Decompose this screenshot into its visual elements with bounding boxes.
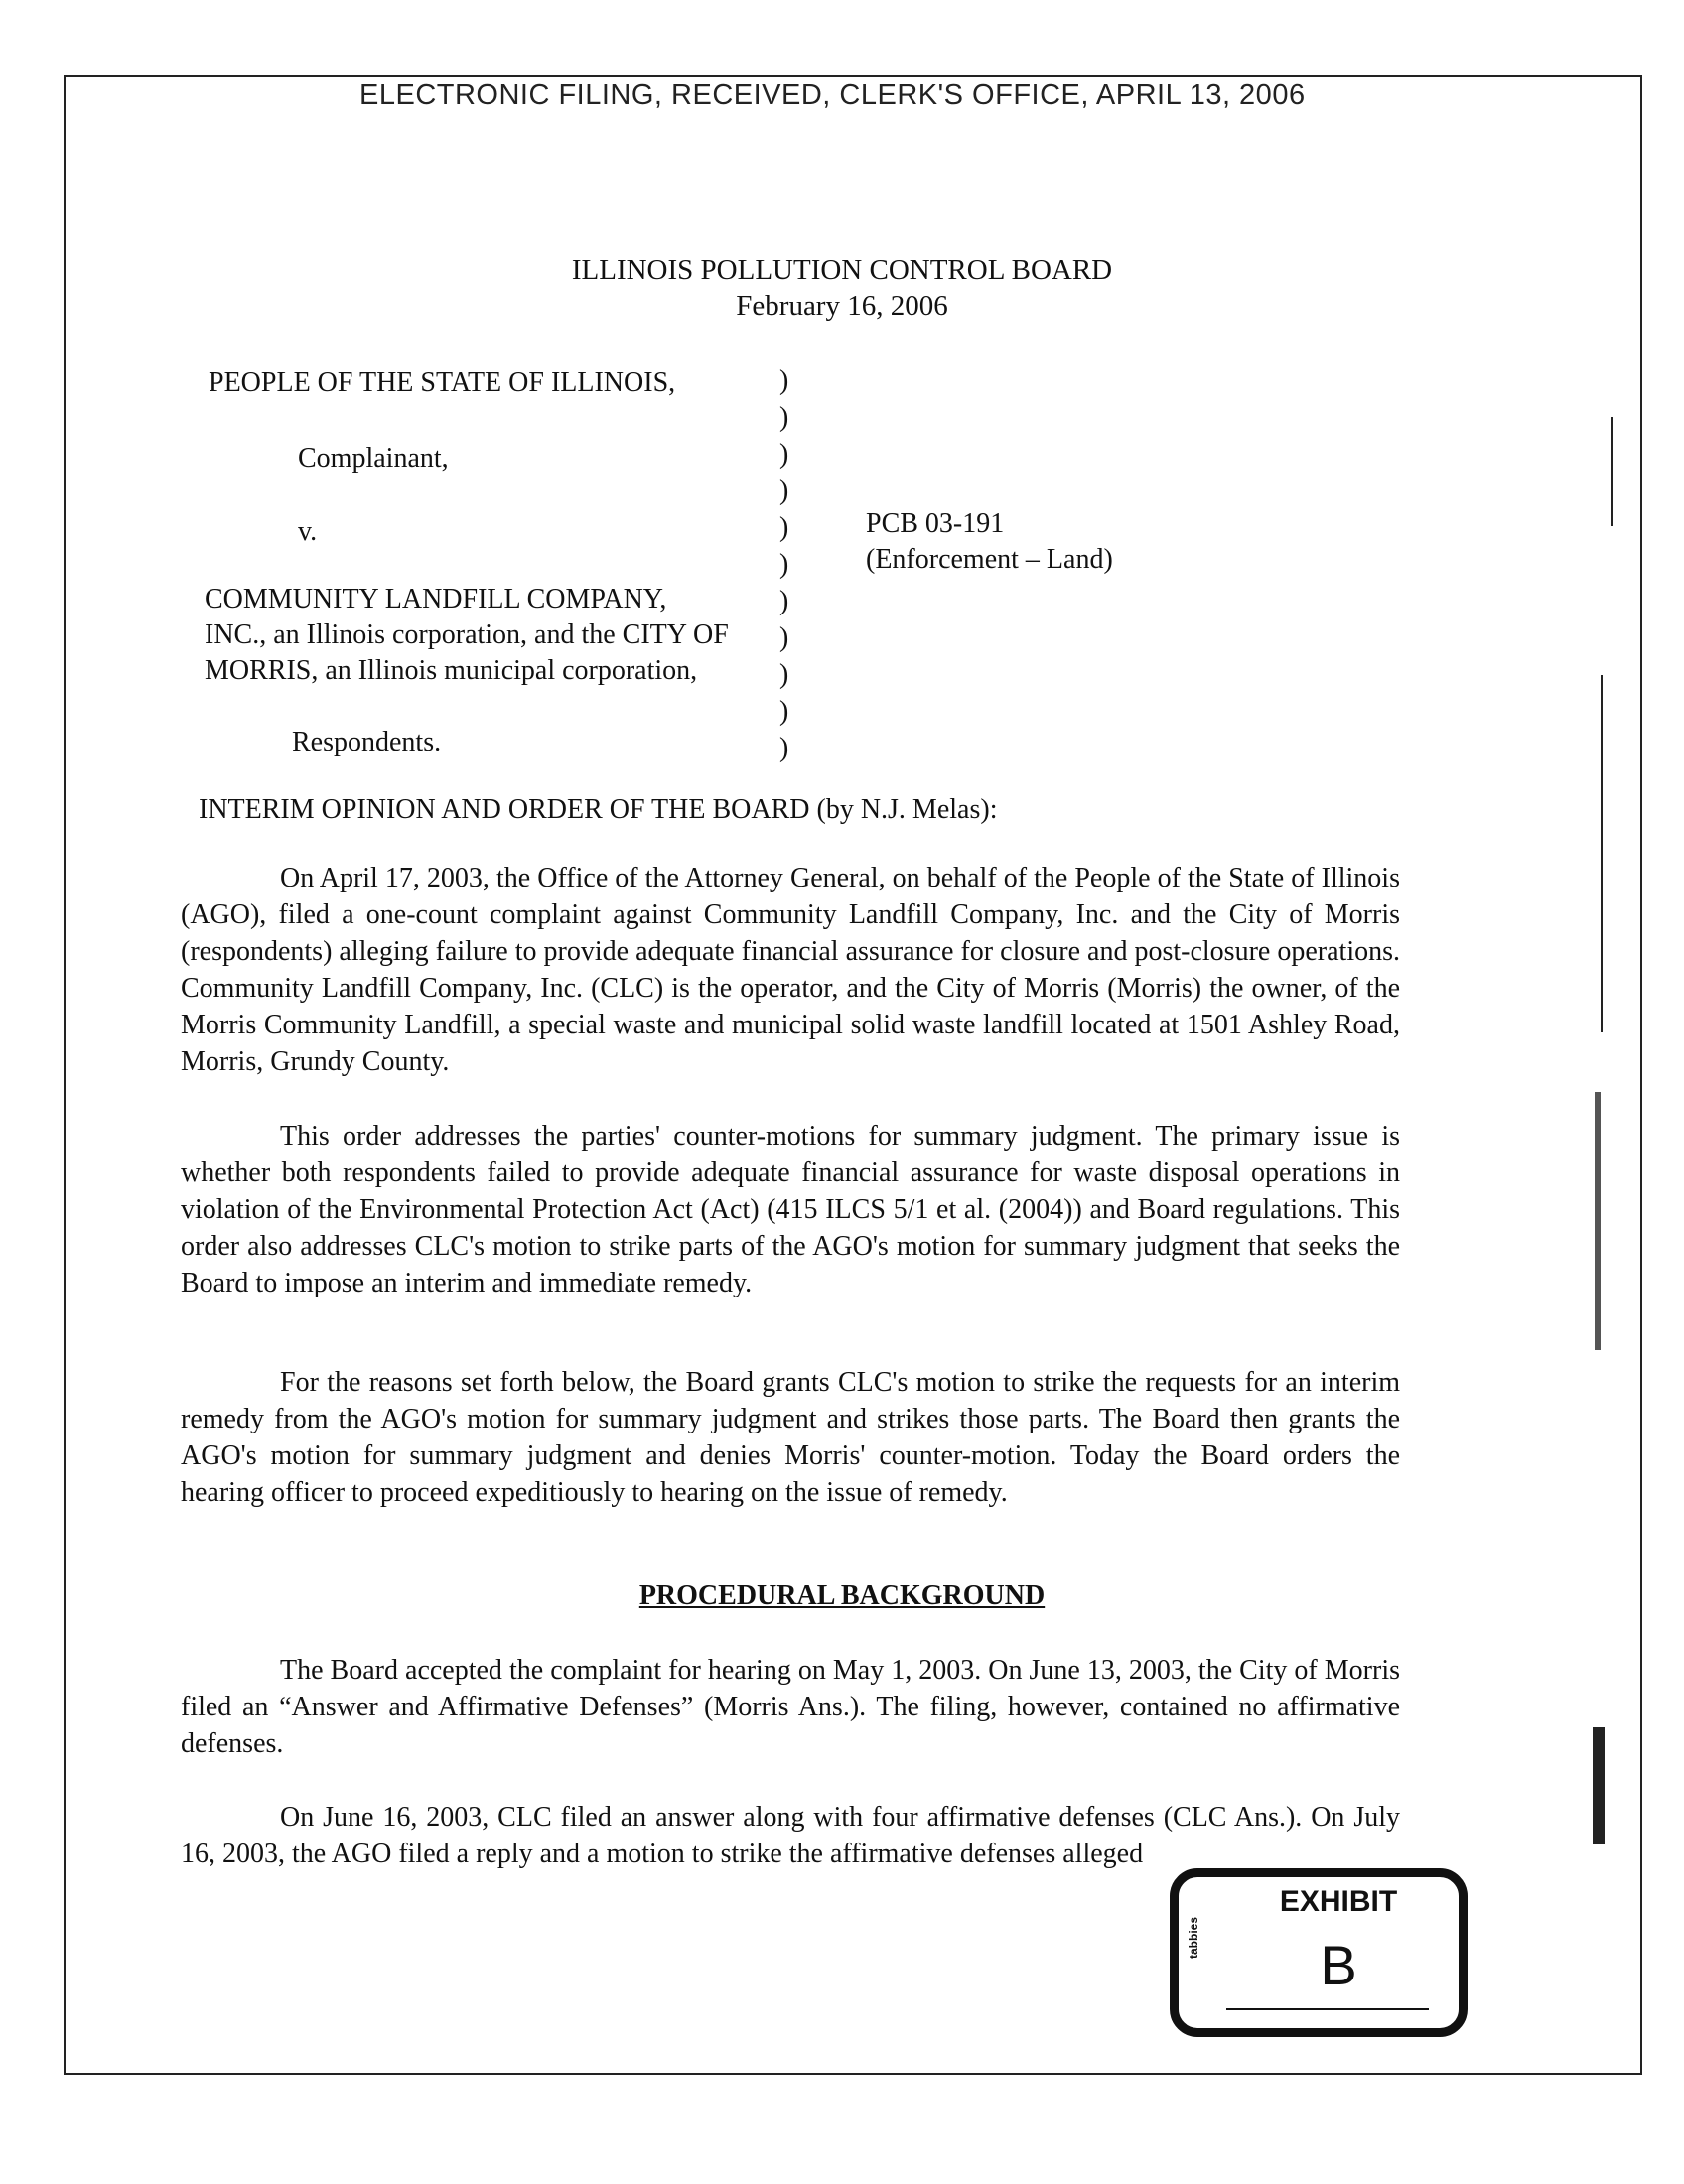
respondent-name-line1: COMMUNITY LANDFILL COMPANY,: [205, 584, 667, 614]
caption-paren: ): [779, 365, 789, 396]
exhibit-sticker: [1170, 1868, 1468, 2037]
exhibit-label: EXHIBIT: [1279, 1885, 1398, 1918]
filing-stamp: ELECTRONIC FILING, RECEIVED, CLERK'S OFFICE, APRIL 13, 2006: [359, 79, 1306, 111]
scan-artifact: [1601, 675, 1603, 1032]
paragraph: [181, 1364, 1400, 1511]
paragraph-text: On April 17, 2003, the Office of the Attorney General, on behalf of the People of the State of Illinois (AGO), filed a one-count complaint against Community Landfill Company, Inc. and the City of Morris (respondents) alleging failure to provide adequate financial assurance for closure and post-closure operations. Community Landfill Company, Inc. (CLC) is the operator, and the City of Morris (Morris) the owner, of the Morris Community Landfill, a special waste and municipal solid waste landfill located at 1501 Ashley Road, Morris, Grundy County.: [181, 863, 1400, 1077]
order-title: INTERIM OPINION AND ORDER OF THE BOARD (by N.J. Melas):: [199, 794, 998, 825]
paragraph: [181, 1799, 1400, 1872]
respondent-role: Respondents.: [292, 727, 442, 757]
paragraph-text: The Board accepted the complaint for hearing on May 1, 2003. On June 13, 2003, the City of Morris filed an “Answer and Affirmative Defenses” (Morris Ans.). The filing, however, contained no affirmative defenses.: [181, 1655, 1400, 1759]
paragraph-text: For the reasons set forth below, the Board grants CLC's motion to strike the requests for an interim remedy from the AGO's motion for summary judgment and strikes those parts. The Board then grants the AGO's motion for summary judgment and denies Morris' counter-motion. Today the Board orders the hearing officer to proceed expeditiously to hearing on the issue of remedy.: [181, 1367, 1400, 1508]
caption-paren: ): [779, 659, 789, 690]
paragraph-text: This order addresses the parties' counter-motions for summary judgment. The primary issue is whether both respondents failed to provide adequate financial assurance for waste disposal operations in violation of the Environmental Protection Act (Act) (415 ILCS 5/1 et al. (2004)) and Board regulations. This order also addresses CLC's motion to strike parts of the AGO's motion for summary judgment that seeks the Board to impose an interim and immediate remedy.: [181, 1121, 1400, 1298]
complainant-name: PEOPLE OF THE STATE OF ILLINOIS,: [209, 367, 676, 398]
caption-paren: ): [779, 586, 789, 616]
complainant-role: Complainant,: [298, 443, 449, 474]
caption-paren: ): [779, 696, 789, 727]
section-heading: PROCEDURAL BACKGROUND: [638, 1580, 1046, 1611]
paragraph: [181, 1118, 1400, 1301]
caption-paren: ): [779, 549, 789, 580]
caption-paren: ): [779, 476, 789, 506]
document-date: February 16, 2006: [736, 290, 948, 322]
caption-paren: ): [779, 439, 789, 470]
caption-paren: ): [779, 512, 789, 543]
paragraph-text: On June 16, 2003, CLC filed an answer along with four affirmative defenses (CLC Ans.). On July 16, 2003, the AGO filed a reply and a motion to strike the affirmative defenses alleged: [181, 1802, 1400, 1869]
exhibit-brand: tabbies: [1187, 1917, 1200, 1960]
case-type: (Enforcement – Land): [866, 544, 1113, 575]
respondent-name-line2: INC., an Illinois corporation, and the CITY OF: [205, 619, 729, 650]
scan-artifact: [1593, 1727, 1605, 1844]
respondent-name-line3: MORRIS, an Illinois municipal corporation,: [205, 655, 698, 686]
scan-artifact: [1595, 1092, 1601, 1350]
caption-paren: ): [779, 402, 789, 433]
caption-paren: ): [779, 622, 789, 653]
paragraph: [181, 860, 1400, 1080]
versus-label: v.: [298, 516, 318, 547]
caption-paren: ): [779, 733, 789, 763]
scan-artifact: [1611, 417, 1613, 526]
exhibit-underline: [1226, 2008, 1429, 2010]
agency-name: ILLINOIS POLLUTION CONTROL BOARD: [571, 254, 1113, 286]
exhibit-letter: B: [1320, 1934, 1357, 1996]
case-number: PCB 03-191: [866, 508, 1005, 539]
paragraph: [181, 1652, 1400, 1762]
